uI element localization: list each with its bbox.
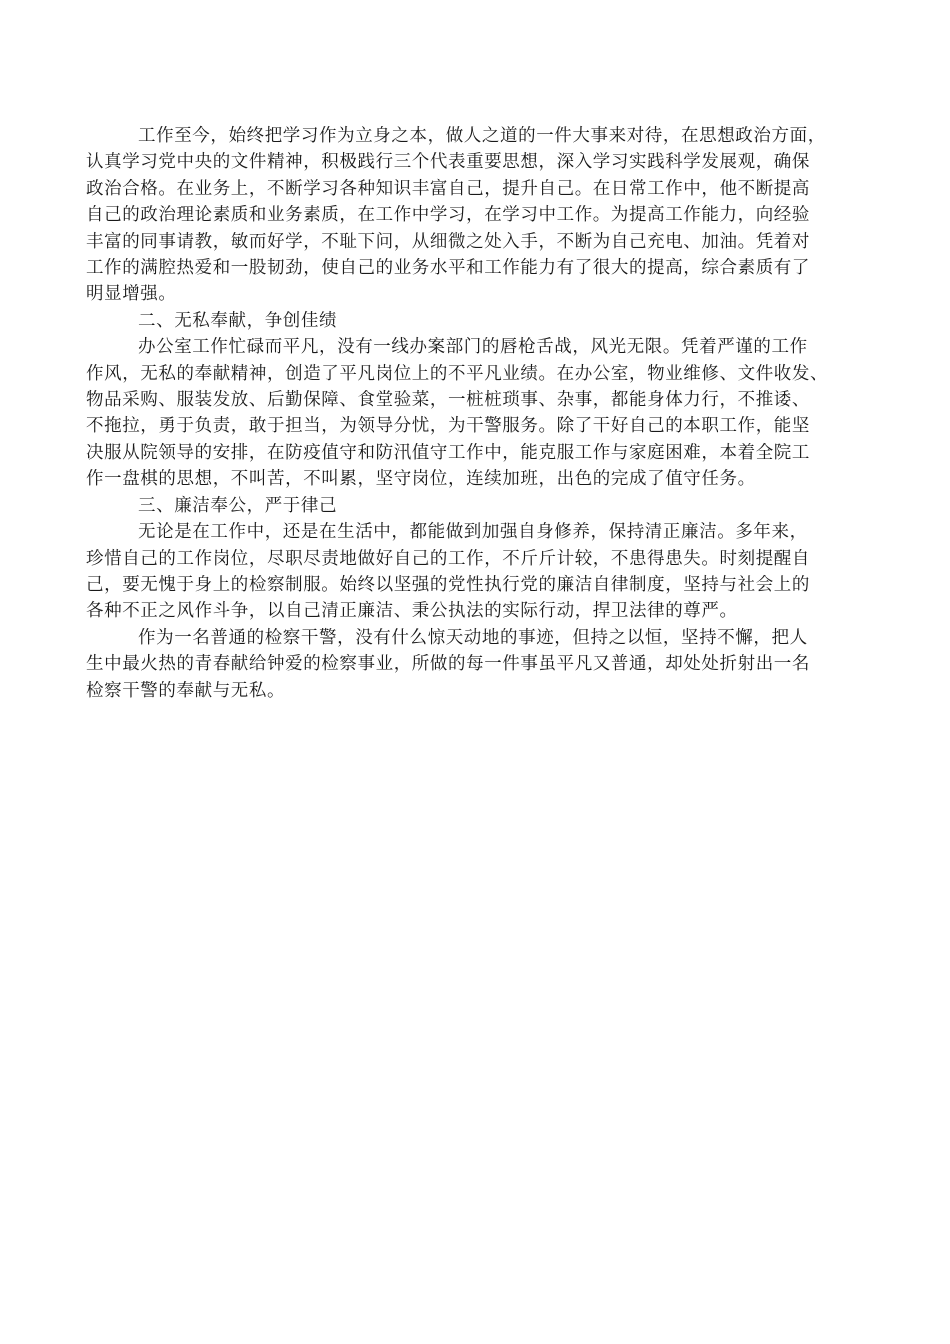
paragraph-line: 作一盘棋的思想，不叫苦，不叫累，坚守岗位，连续加班，出色的完成了值守任务。 [86,469,756,490]
paragraph-line: 决服从院领导的安排，在防疫值守和防汛值守工作中，能克服工作与家庭困难，本着全院工 [86,442,810,463]
paragraph-line: 作为一名普通的检察干警，没有什么惊天动地的事迹，但持之以恒，坚持不懈，把人 [138,627,808,648]
paragraph-line: 不拖拉，勇于负责，敢于担当，为领导分忧，为干警服务。除了干好自己的本职工作，能坚 [86,416,810,437]
paragraph-dedication [86,334,876,492]
paragraph-conclusion [86,625,876,704]
paragraph-line: 生中最火热的青春献给钟爱的检察事业，所做的每一件事虽平凡又普通，却处处折射出一名 [86,654,810,675]
paragraph-line: 工作至今，始终把学习作为立身之本，做人之道的一件大事来对待，在思想政治方面， [138,126,826,146]
paragraph-integrity [86,519,876,625]
paragraph-line: 自己的政治理论素质和业务素质，在工作中学习，在学习中工作。为提高工作能力，向经验 [86,205,810,226]
paragraph-line: 明显增强。 [86,284,177,305]
section-heading: 二、无私奉献，争创佳绩 [138,310,338,331]
paragraph-line: 珍惜自己的工作岗位，尽职尽责地做好自己的工作，不斤斤计较，不患得患失。时刻提醒自 [86,548,810,569]
section-heading-dedication [86,308,876,334]
paragraph-line: 无论是在工作中，还是在生活中，都能做到加强自身修养，保持清正廉洁。多年来， [138,522,808,543]
section-heading: 三、廉洁奉公，严于律己 [138,495,338,516]
paragraph-line: 认真学习党中央的文件精神，积极践行三个代表重要思想，深入学习实践科学发展观，确保 [86,152,810,173]
paragraph-line: 物品采购、服装发放、后勤保障、食堂验菜，一桩桩琐事、杂事，都能身体力行，不推诿、 [86,390,810,411]
paragraph-line: 各种不正之风作斗争，以自己清正廉洁、秉公执法的实际行动，捍卫法律的尊严。 [86,601,738,622]
paragraph-line: 办公室工作忙碌而平凡，没有一线办案部门的唇枪舌战，风光无限。凭着严谨的工作 [138,337,808,358]
document-body [86,123,876,704]
section-heading-integrity [86,493,876,519]
paragraph-line: 己，要无愧于身上的检察制服。始终以坚强的党性执行党的廉洁自律制度，坚持与社会上的 [86,574,810,595]
paragraph-line: 检察干警的奉献与无私。 [86,680,286,701]
paragraph-line: 作风，无私的奉献精神，创造了平凡岗位上的不平凡业绩。在办公室，物业维修、文件收发、 [86,363,829,384]
paragraph-line: 政治合格。在业务上，不断学习各种知识丰富自己，提升自己。在日常工作中，他不断提高 [86,178,810,199]
paragraph-line: 工作的满腔热爱和一股韧劲，使自己的业务水平和工作能力有了很大的提高，综合素质有了 [86,258,810,279]
paragraph-study [86,123,876,308]
paragraph-line: 丰富的同事请教，敏而好学，不耻下问，从细微之处入手，不断为自己充电、加油。凭着对 [86,231,810,252]
